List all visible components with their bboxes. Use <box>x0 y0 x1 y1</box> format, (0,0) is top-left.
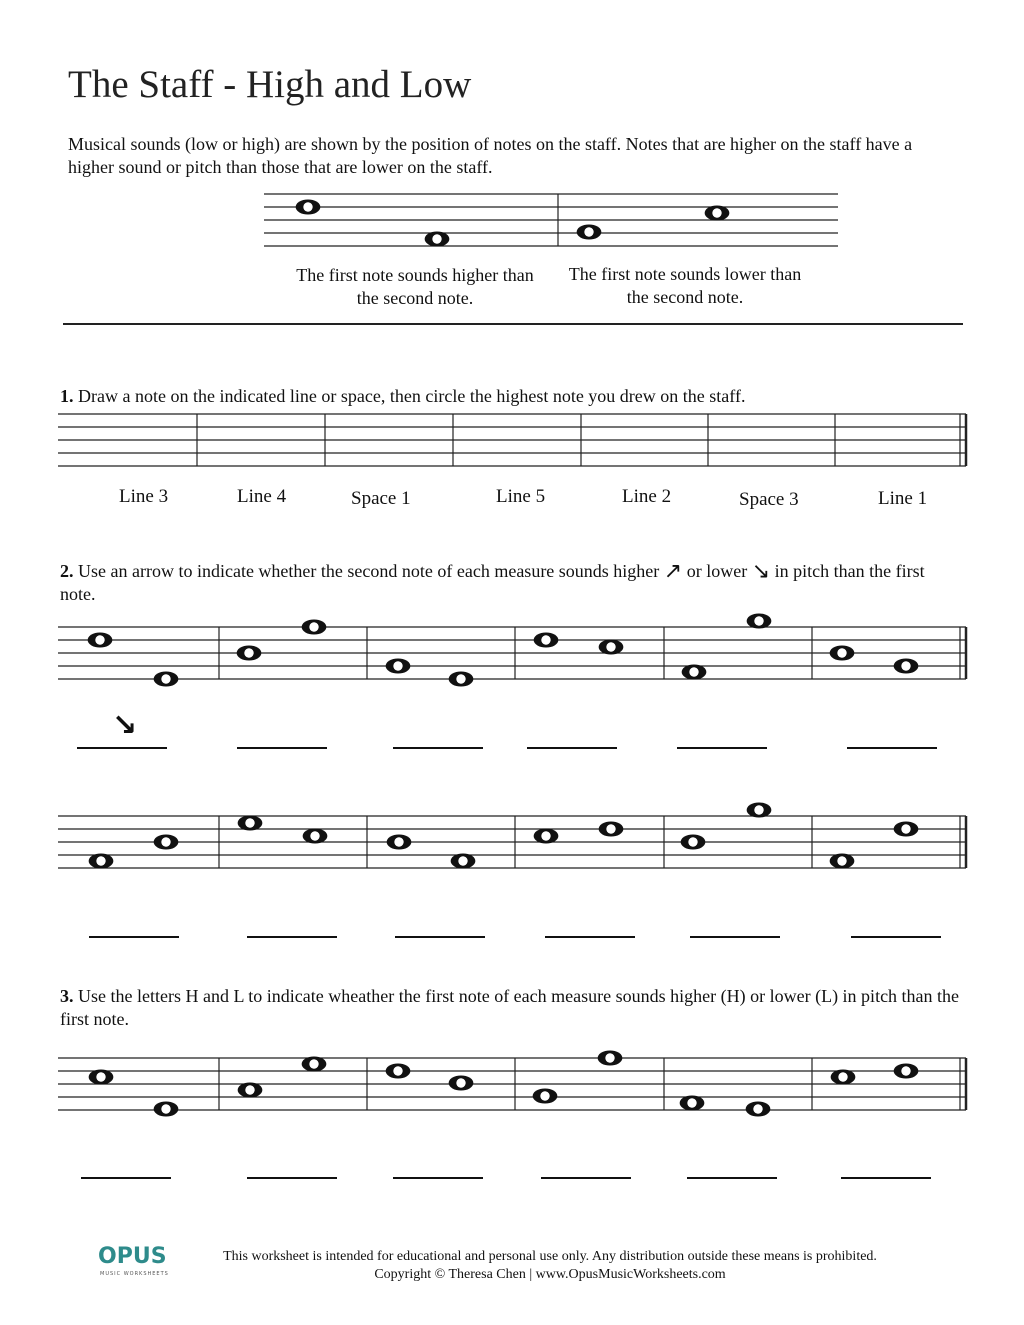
footer <box>190 1248 910 1284</box>
arrow-down-right-icon: ↘ <box>751 559 771 584</box>
whole-note <box>577 224 602 239</box>
whole-note <box>682 664 707 679</box>
question-2-text-after: in pitch than the first note. <box>60 561 925 604</box>
whole-note <box>238 1082 263 1097</box>
question-1-text: Draw a note on the indicated line or space, then circle the highest note you drew on the staff. <box>78 386 746 406</box>
q1-label-2: Line 4 <box>237 486 287 507</box>
whole-note <box>89 1069 114 1084</box>
whole-note <box>894 658 919 673</box>
whole-note <box>386 1063 411 1078</box>
whole-note <box>599 821 624 836</box>
whole-note <box>154 834 179 849</box>
whole-note <box>598 1050 623 1065</box>
whole-note <box>302 619 327 634</box>
example-caption-2: The first note sounds lower than the second note. <box>568 264 802 307</box>
q1-label-5: Line 2 <box>622 486 672 507</box>
whole-note <box>88 632 113 647</box>
q1-label-1: Line 3 <box>119 486 169 507</box>
whole-note <box>599 639 624 654</box>
question-2-text-before: Use an arrow to indicate whether the second note of each measure sounds higher <box>78 561 660 581</box>
question-2-text-middle: or lower <box>686 561 748 581</box>
whole-note <box>89 853 114 868</box>
whole-note <box>154 671 179 686</box>
whole-note <box>681 834 706 849</box>
whole-note <box>449 671 474 686</box>
whole-note <box>534 632 559 647</box>
whole-note <box>425 231 450 246</box>
q1-label-6: Space 3 <box>739 489 799 510</box>
whole-note <box>303 828 328 843</box>
whole-note <box>449 1075 474 1090</box>
sample-answer-arrow-icon: ↘ <box>112 708 138 743</box>
whole-note <box>705 205 730 220</box>
whole-note <box>747 802 772 817</box>
whole-note <box>747 613 772 628</box>
question-1-number: 1. <box>60 386 74 406</box>
whole-note <box>302 1056 327 1071</box>
example-caption-1: The first note sounds higher than the second note. <box>296 265 534 308</box>
whole-note <box>238 815 263 830</box>
q1-label-7: Line 1 <box>878 488 928 509</box>
whole-note <box>894 1063 919 1078</box>
intro-paragraph: Musical sounds (low or high) are shown by the position of notes on the staff. Notes that are higher on the staff have a higher sound or pitch than those that are lower on the staff. <box>68 134 913 177</box>
whole-note <box>534 828 559 843</box>
whole-note <box>154 1101 179 1116</box>
whole-note <box>386 658 411 673</box>
whole-note <box>746 1101 771 1116</box>
question-2-number: 2. <box>60 561 74 581</box>
logo-subtext: MUSIC WORKSHEETS <box>100 1271 169 1277</box>
footer-copyright: Copyright © Theresa Chen | www.OpusMusicWorksheets.com <box>374 1267 726 1282</box>
question-3-text: Use the letters H and L to indicate wheather the first note of each measure sounds higher (H) or lower (L) in pitch than the first note. <box>60 986 960 1029</box>
q1-label-4: Line 5 <box>496 486 546 507</box>
whole-note <box>296 199 321 214</box>
footer-notice: This worksheet is intended for educational and personal use only. Any distribution outside these means is prohibited. <box>223 1249 877 1264</box>
opus-logo <box>98 1244 178 1284</box>
whole-note <box>830 853 855 868</box>
page-title: The Staff - High and Low <box>68 63 472 106</box>
whole-note <box>680 1095 705 1110</box>
whole-note <box>387 834 412 849</box>
question-3-number: 3. <box>60 986 74 1006</box>
q1-label-3: Space 1 <box>351 488 411 509</box>
whole-note <box>533 1088 558 1103</box>
whole-note <box>830 645 855 660</box>
whole-note <box>237 645 262 660</box>
arrow-up-right-icon: ↗ <box>663 559 683 584</box>
whole-note <box>831 1069 856 1084</box>
whole-note <box>451 853 476 868</box>
logo-text: OPUS <box>98 1244 167 1269</box>
whole-note <box>894 821 919 836</box>
